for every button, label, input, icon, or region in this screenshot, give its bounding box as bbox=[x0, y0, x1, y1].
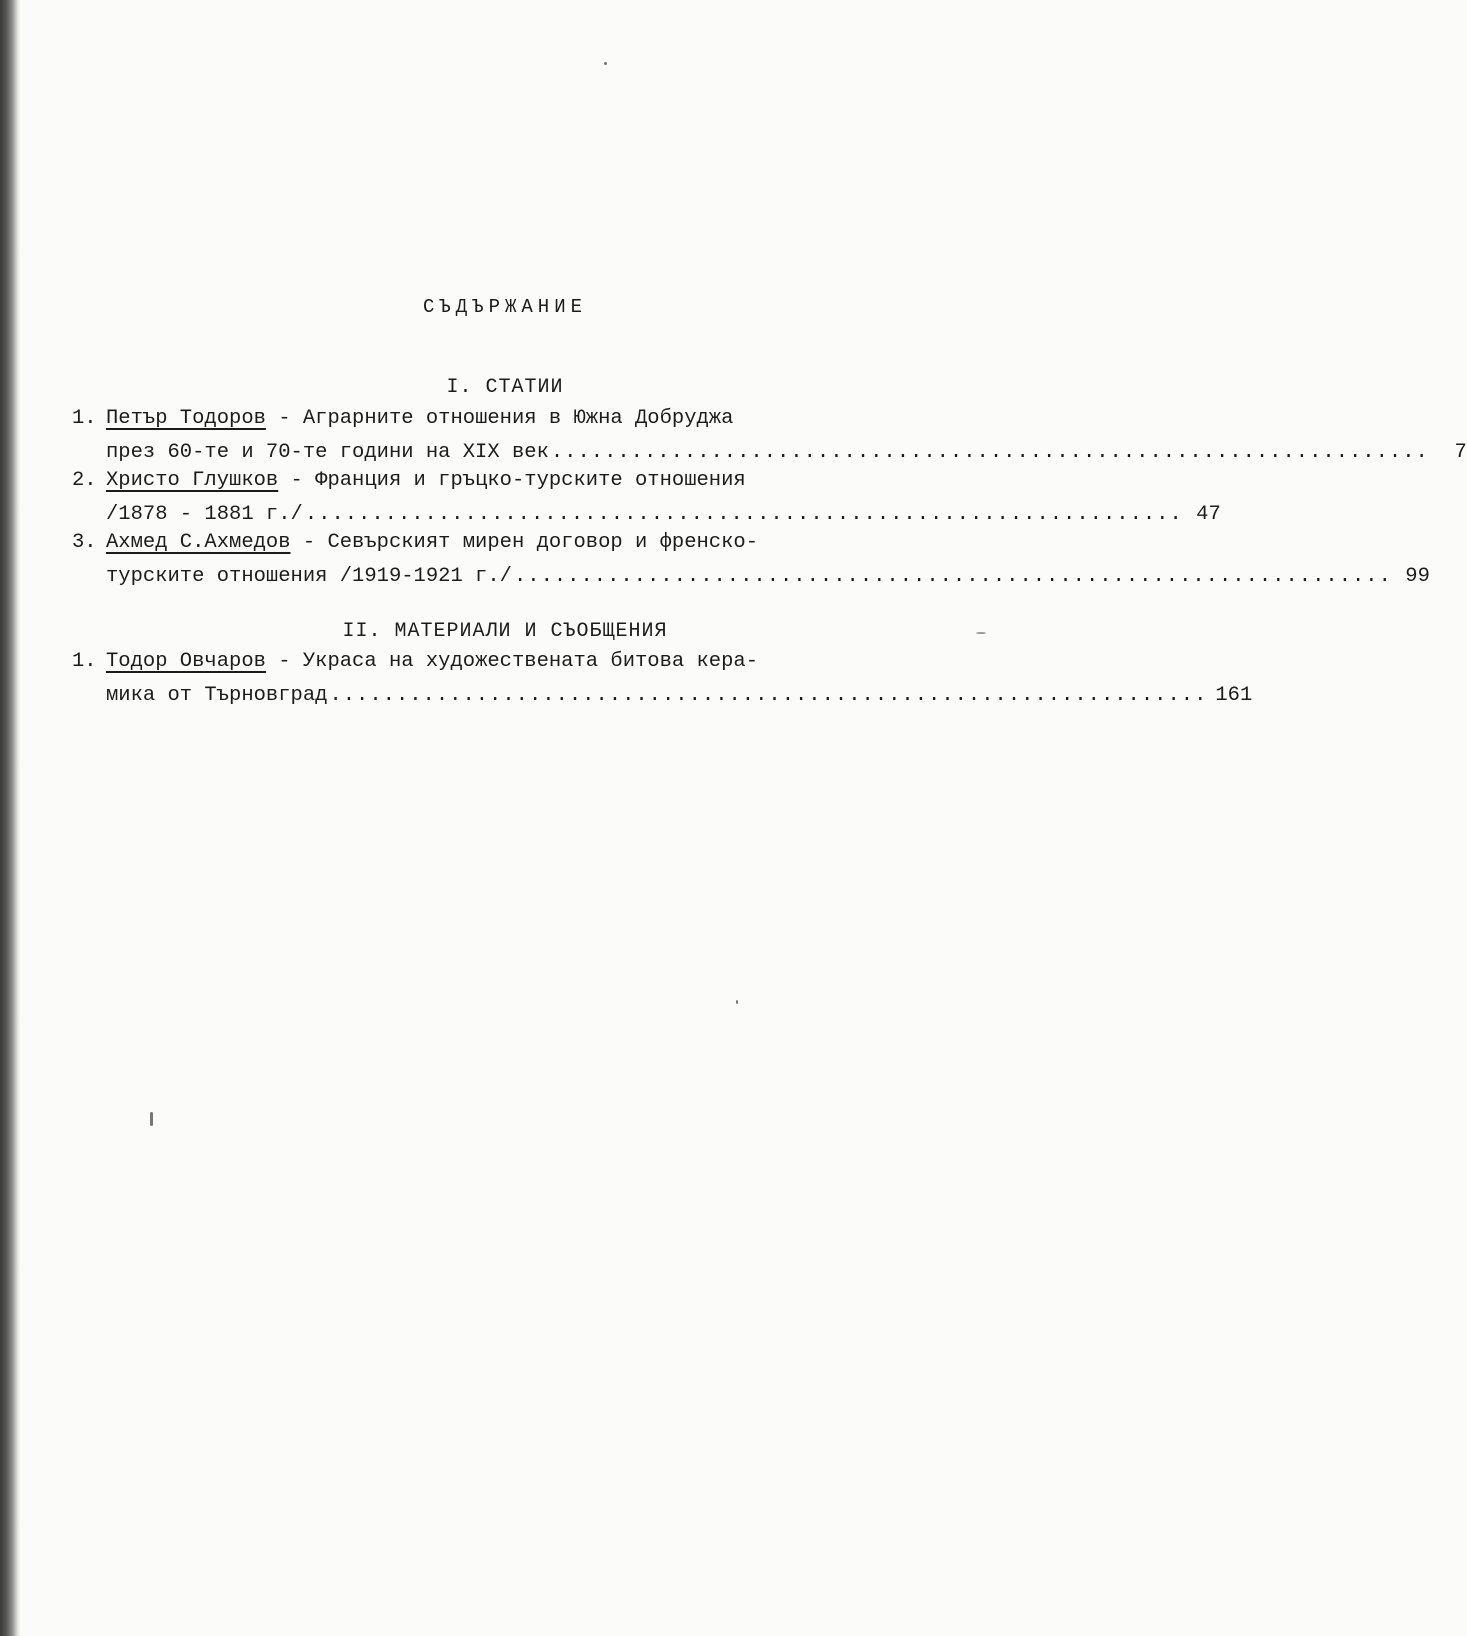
dot-leader: .................................................................. bbox=[550, 441, 1429, 464]
entry-title-line1: Франция и гръцко-турските отношения bbox=[315, 469, 746, 492]
entry-page-number: 7 bbox=[1454, 441, 1467, 464]
entry-title-line2: през 60-те и 70-те години на XIX век bbox=[106, 441, 549, 464]
toc-entry[interactable] bbox=[72, 402, 1467, 470]
entry-number: 1. bbox=[72, 407, 97, 430]
section-heading-materials: II. МАТЕРИАЛИ И СЪОБЩЕНИЯ bbox=[342, 620, 668, 643]
entry-title-line2: турските отношения /1919-1921 г./ bbox=[106, 565, 512, 588]
section-heading-articles: I. СТАТИИ bbox=[446, 376, 564, 399]
entry-page-number: 161 bbox=[1215, 684, 1253, 707]
entry-title-line1: Украса на художествената битова кера- bbox=[302, 650, 759, 673]
dot-leader: .................................................................. bbox=[513, 565, 1392, 588]
entry-number: 1. bbox=[72, 650, 97, 673]
entry-separator: - bbox=[278, 469, 316, 492]
paper-speck bbox=[976, 632, 986, 634]
entry-separator: - bbox=[265, 407, 303, 430]
paper-speck bbox=[604, 62, 607, 65]
entry-author: Тодор Овчаров bbox=[106, 650, 266, 673]
entry-number: 2. bbox=[72, 469, 97, 492]
paper-speck bbox=[736, 1000, 738, 1004]
dot-leader: .................................................................. bbox=[329, 684, 1208, 707]
entry-title-line2: /1878 - 1881 г./ bbox=[106, 503, 303, 526]
entry-author: Христо Глушков bbox=[106, 469, 279, 492]
entry-separator: - bbox=[265, 650, 303, 673]
entry-author: Петър Тодоров bbox=[106, 407, 266, 430]
entry-title-line1: Аграрните отношения в Южна Добруджа bbox=[302, 407, 734, 430]
entry-page-number: 47 bbox=[1196, 503, 1221, 526]
toc-entry[interactable] bbox=[72, 645, 1253, 713]
entry-separator: - bbox=[290, 531, 328, 554]
toc-entry[interactable] bbox=[72, 526, 1430, 594]
entry-title-line2: мика от Търновград bbox=[106, 684, 328, 707]
toc-entry[interactable] bbox=[72, 464, 1221, 532]
entry-page-number: 99 bbox=[1405, 565, 1430, 588]
book-binding-edge bbox=[0, 0, 20, 1636]
paper-speck bbox=[150, 1112, 153, 1126]
page-title: СЪДЪРЖАНИЕ bbox=[422, 296, 588, 318]
entry-title-line1: Севърският мирен договор и френско- bbox=[327, 531, 759, 554]
entry-author: Ахмед С.Ахмедов bbox=[106, 531, 291, 554]
dot-leader: .................................................................. bbox=[304, 503, 1183, 526]
entry-number: 3. bbox=[72, 531, 97, 554]
